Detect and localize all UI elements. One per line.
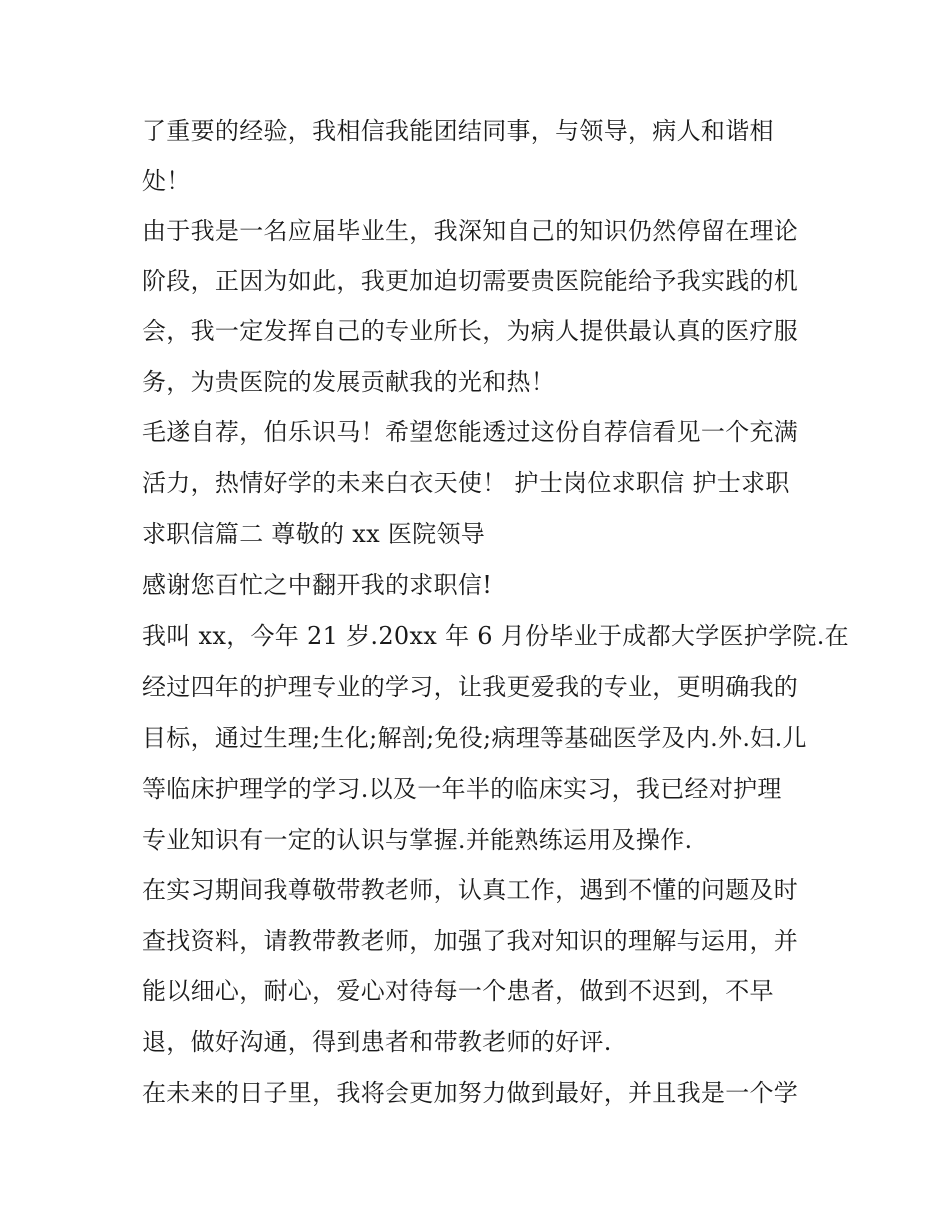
text-line: 专业知识有一定的认识与掌握.并能熟练运用及操作. xyxy=(142,826,693,854)
text-line: 在未来的日子里，我将会更加努力做到最好，并且我是一个学 xyxy=(142,1079,799,1107)
text-line: 查找资料，请教带教老师，加强了我对知识的理解与运用，并 xyxy=(142,927,799,955)
text-line: 目标，通过生理;生化;解剖;免役;病理等基础医学及内.外.妇.儿 xyxy=(142,724,807,752)
text-line: 等临床护理学的学习.以及一年半的临床实习，我已经对护理 xyxy=(142,775,782,803)
text-line: 在实习期间我尊敬带教老师，认真工作，遇到不懂的问题及时 xyxy=(142,876,799,904)
text-line: 经过四年的护理专业的学习，让我更爱我的专业，更明确我的 xyxy=(142,673,799,701)
text-line: 由于我是一名应届毕业生，我深知自己的知识仍然停留在理论 xyxy=(142,217,799,245)
text-line: 会，我一定发挥自己的专业所长，为病人提供最认真的医疗服 xyxy=(142,317,799,345)
text-line: 活力，热情好学的未来白衣天使！ 护士岗位求职信 护士求职 xyxy=(142,469,790,497)
text-line: 我叫 xx，今年 21 岁.20xx 年 6 月份毕业于成都大学医护学院.在 xyxy=(142,622,849,650)
text-line: 退，做好沟通，得到患者和带教老师的好评. xyxy=(142,1028,612,1056)
text-line: 能以细心，耐心，爱心对待每一个患者，做到不迟到，不早 xyxy=(142,977,774,1005)
text-line: 处！ xyxy=(142,167,191,195)
text-line: 务，为贵医院的发展贡献我的光和热！ xyxy=(142,368,556,396)
text-line: 毛遂自荐，伯乐识马！希望您能透过这份自荐信看见一个充满 xyxy=(142,418,799,446)
text-line: 了重要的经验，我相信我能团结同事，与领导，病人和谐相 xyxy=(142,117,774,145)
text-line: 求职信篇二 尊敬的 xx 医院领导 xyxy=(142,520,486,548)
text-line: 感谢您百忙之中翻开我的求职信! xyxy=(142,571,493,599)
text-line: 阶段，正因为如此，我更加迫切需要贵医院能给予我实践的机 xyxy=(142,267,799,295)
